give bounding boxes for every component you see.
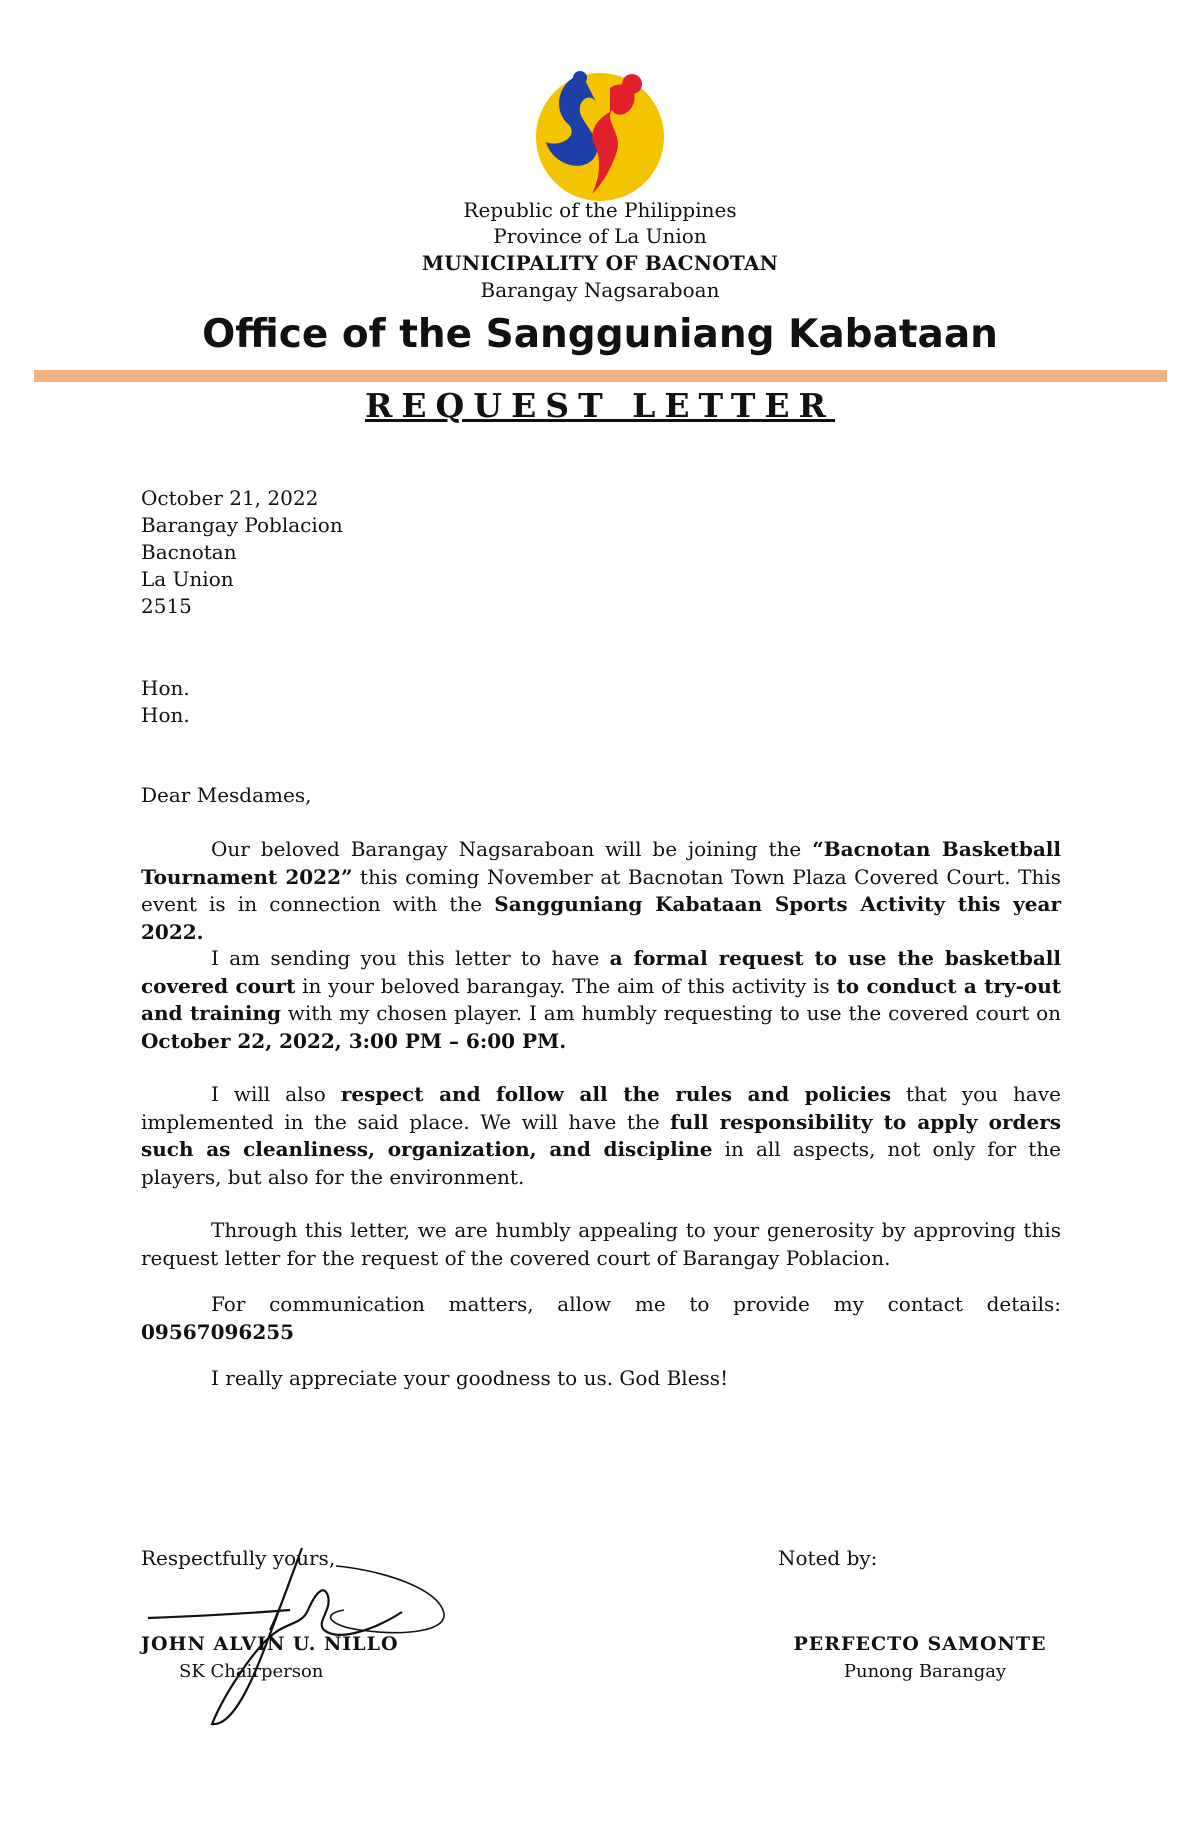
paragraph-1: Our beloved Barangay Nagsaraboan will be joining the “Bacnotan Basketball Tournament 2022” this coming November at Bacnotan Town Plaza Covered Court. This event is in connection with the Sangguniang Kabataan Sports Activity this year 2022.	[141, 837, 1062, 944]
noted-by-label: Noted by:	[778, 1546, 878, 1570]
salutation: Dear Mesdames,	[141, 783, 312, 807]
logo-red-head	[622, 74, 642, 94]
sender-name: JOHN ALVIN U. NILLO	[141, 1633, 399, 1655]
logo-blue-head	[573, 71, 587, 85]
header-municipality: MUNICIPALITY OF BACNOTAN	[421, 251, 779, 275]
noter-name: PERFECTO SAMONTE	[793, 1633, 1047, 1655]
address-province: La Union	[141, 567, 234, 591]
recipient-2: Hon.	[141, 703, 190, 727]
recipient-1: Hon.	[141, 676, 190, 700]
letter-title: REQUEST LETTER	[364, 386, 835, 425]
header-divider	[34, 370, 1167, 382]
sender-title: SK Chairperson	[179, 1661, 324, 1682]
office-title: Office of the Sangguniang Kabataan	[202, 312, 998, 357]
header-barangay: Barangay Nagsaraboan	[480, 278, 720, 302]
address-town: Bacnotan	[141, 540, 237, 564]
paragraph-2: I am sending you this letter to have a formal request to use the basketball covered court in your beloved barangay. The aim of this activity is to conduct a try-out and training with my chosen player. I am humbly requesting to use the covered court on October 22, 2022, 3:00 PM – 6:00 PM.	[141, 946, 1062, 1053]
paragraph-4: Through this letter, we are humbly appealing to your generosity by approving this request letter for the request of the covered court of Barangay Poblacion.	[141, 1218, 1061, 1270]
closing-phrase: Respectfully yours,	[141, 1546, 336, 1570]
paragraph-contact: For communication matters, allow me to provide my contact details: 09567096255	[141, 1292, 1061, 1344]
noter-title: Punong Barangay	[843, 1661, 1007, 1682]
header-republic: Republic of the Philippines	[463, 198, 737, 222]
address-zip: 2515	[141, 594, 192, 618]
header-province: Province of La Union	[493, 224, 707, 248]
letter-date: October 21, 2022	[141, 486, 319, 510]
handwritten-signature	[140, 1540, 460, 1740]
sk-logo	[520, 62, 680, 212]
address-barangay: Barangay Poblacion	[141, 513, 343, 537]
paragraph-closing: I really appreciate your goodness to us. God Bless!	[211, 1366, 729, 1390]
paragraph-3: I will also respect and follow all the rules and policies that you have implemented in the said place. We will have the full responsibility to apply orders such as cleanliness, organization, and discipline in all aspects, not only for the players, but also for the environment.	[141, 1082, 1062, 1189]
